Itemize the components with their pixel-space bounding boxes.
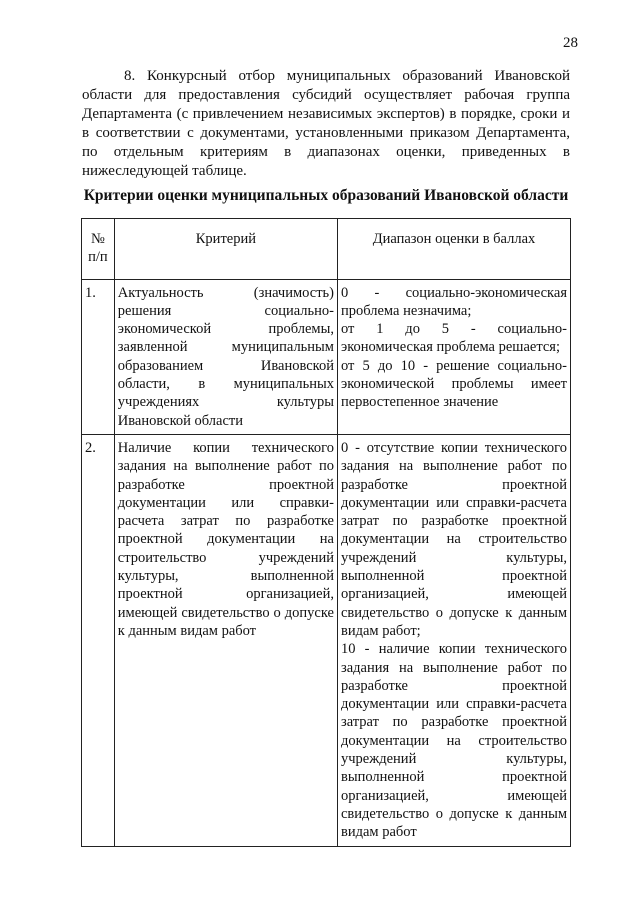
table-row [82,434,571,846]
range-entry: от 5 до 10 - решение социально-экономической проблемы имеет первостепенное значение [340,357,567,411]
header-number: № п/п [82,219,115,280]
table-heading: Критерии оценки муниципальных образований Ивановской области [83,187,569,204]
header-criterion: Критерий [114,219,337,280]
range-entry: 10 - наличие копии технического задания на выполнение работ по разработке проектной документации или справки-расчета затрат по разработке проектной документации на строительство учреждений культуры, выполненной проектной организацией, имеющей свидетельство о допуске к данным видам работ [340,641,567,841]
range-entry: 0 - социально-экономическая проблема незначима; [340,284,567,319]
header-range: Диапазон оценки в баллах [337,219,570,280]
row-number: 2. [82,434,115,846]
row-criterion: Актуальность (значимость) решения социально-экономической проблемы, заявленной муниципальным образованием Ивановской области, в муниципальных учреждениях культуры Ивановской области [114,279,337,434]
range-entry: 0 - отсутствие копии технического задания на выполнение работ по разработке проектной документации или справки-расчета затрат по разработке проектной документации на строительство учреждений культуры, выполненной проектной организацией, имеющей свидетельство о допуске к данным видам работ; [340,439,567,639]
row-range [337,279,570,434]
row-range [337,434,570,846]
intro-text: 8. Конкурсный отбор муниципальных образований Ивановской области для предоставления субсидий осуществляет рабочая группа Департамента (с привлечением независимых экспертов) в порядке, сроки и в соответствии с документами, установленными приказом Департамента, по отдельным критериям в диапазонах оценки, приведенных в нижеследующей таблице. [82,68,570,179]
intro-paragraph [82,67,570,181]
range-entry: от 1 до 5 - социально-экономическая проблема решается; [340,321,567,356]
table-header-row [82,219,571,280]
page-number: 28 [563,35,578,51]
row-number: 1. [82,279,115,434]
criteria-table [81,218,571,847]
row-criterion: Наличие копии технического задания на выполнение работ по разработке проектной документации или справки-расчета затрат по разработке проектной документации на строительство учреждений культуры, выполненной проектной организацией, имеющей свидетельство о допуске к данным видам работ [114,434,337,846]
table-row [82,279,571,434]
